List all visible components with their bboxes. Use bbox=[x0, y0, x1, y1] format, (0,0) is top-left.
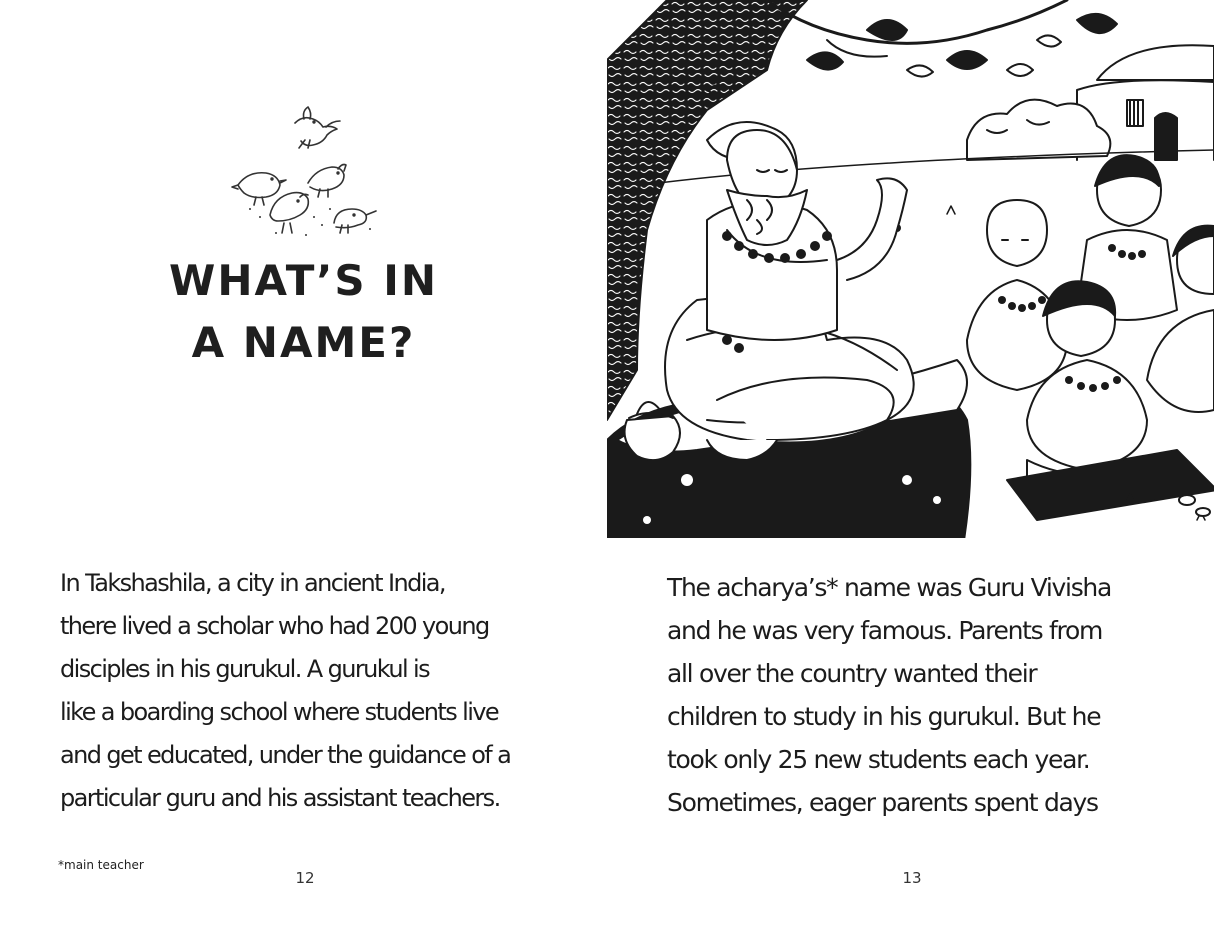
paragraph-line: children to study in his gurukul. But he bbox=[667, 702, 1101, 731]
paragraph-line: took only 25 new students each year. bbox=[667, 745, 1090, 774]
paragraph-line: The acharya’s* name was Guru Vivisha bbox=[667, 573, 1111, 602]
paragraph-line: all over the country wanted their bbox=[667, 659, 1037, 688]
chapter-title-line: A NAME? bbox=[191, 318, 416, 367]
footnote: *main teacher bbox=[58, 858, 144, 872]
paragraph-line: In Takshashila, a city in ancient India, bbox=[60, 569, 445, 597]
paragraph-line: like a boarding school where students live bbox=[60, 698, 499, 726]
paragraph-line: there lived a scholar who had 200 young bbox=[60, 612, 489, 640]
paragraph-line: and he was very famous. Parents from bbox=[667, 616, 1102, 645]
page-number-right: 13 bbox=[902, 869, 922, 887]
paragraph-line: Sometimes, eager parents spent days bbox=[667, 788, 1098, 817]
paragraph-line: particular guru and his assistant teachers. bbox=[60, 784, 500, 812]
right-paragraph bbox=[667, 566, 1111, 824]
guru-teaching-students-illustration bbox=[607, 0, 1214, 538]
page-number-left: 12 bbox=[295, 869, 315, 887]
chapter-title bbox=[0, 250, 607, 374]
right-page bbox=[607, 0, 1214, 932]
birds-icon bbox=[230, 105, 380, 240]
paragraph-line: and get educated, under the guidance of a bbox=[60, 741, 511, 769]
left-paragraph bbox=[60, 562, 510, 820]
paragraph-line: disciples in his gurukul. A gurukul is bbox=[60, 655, 430, 683]
chapter-title-line: WHAT’S IN bbox=[169, 256, 438, 305]
